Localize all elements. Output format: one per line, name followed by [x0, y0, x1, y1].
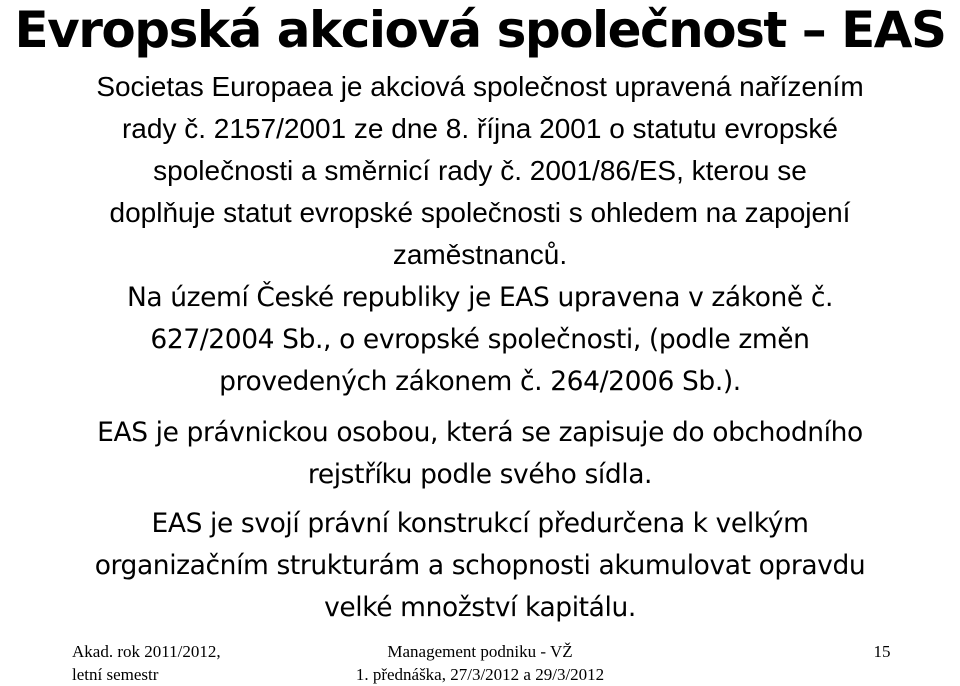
paragraph-line: společnosti a směrnicí rady č. 2001/86/ES, kterou se — [153, 155, 807, 186]
footer-line: 1. přednáška, 27/3/2012 a 29/3/2012 — [355, 665, 605, 684]
paragraph-line: rady č. 2157/2001 ze dne 8. října 2001 o statutu evropské — [121, 113, 839, 144]
footer-line: letní semestr — [72, 665, 159, 684]
paragraph-line: Societas Europaea je akciová společnost upravená nařízením — [96, 71, 864, 102]
paragraph-czech-law — [0, 277, 960, 403]
footer-line: Management podniku - VŽ — [387, 642, 573, 661]
footer-line: Akad. rok 2011/2012, — [72, 642, 221, 661]
footer-course — [320, 640, 640, 686]
page-number: 15 — [873, 642, 891, 661]
paragraph-line: organizačním strukturám a schopnosti akumulovat opravdu — [94, 550, 866, 581]
paragraph-line: Na území České republiky je EAS upravena v zákoně č. — [126, 282, 834, 313]
paragraph-purpose — [0, 503, 960, 629]
paragraph-line: EAS je svojí právní konstrukcí předurčena k velkým — [151, 508, 809, 539]
paragraph-line: zaměstnanců. — [392, 239, 568, 270]
paragraph-line: 627/2004 Sb., o evropské společnosti, (podle změn — [150, 324, 810, 355]
paragraph-line: velké množství kapitálu. — [324, 592, 636, 623]
footer-academic-year — [72, 640, 221, 686]
paragraph-line: EAS je právnickou osobou, která se zapisuje do obchodního — [97, 417, 863, 448]
paragraph-line: rejstříku podle svého sídla. — [307, 459, 653, 490]
paragraph-definition — [0, 66, 960, 276]
paragraph-line: doplňuje statut evropské společnosti s ohledem na zapojení — [109, 197, 851, 228]
paragraph-legal-entity — [0, 412, 960, 496]
paragraph-line: provedených zákonem č. 264/2006 Sb.). — [219, 366, 741, 397]
slide-title: Evropská akciová společnost – EAS — [14, 1, 946, 59]
